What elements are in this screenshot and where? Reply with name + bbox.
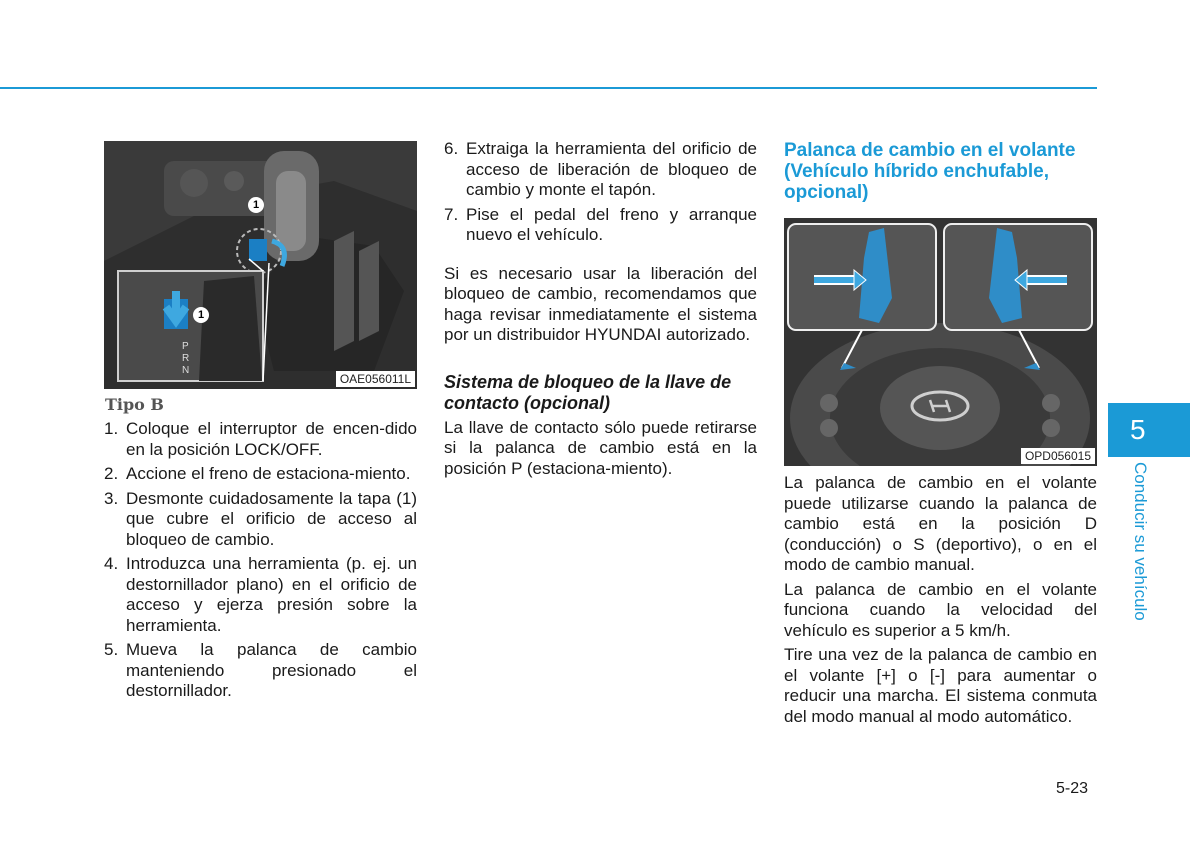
list-item: 2. Accione el freno de estaciona-miento. <box>104 464 411 483</box>
shift-lock-figure <box>104 141 417 389</box>
list-item: 4. Introduzca una herramienta (p. ej. un destornillador plano) en el orificio de acceso y ejerza presión sobre la herramienta. <box>104 554 417 635</box>
middle-column <box>444 139 757 479</box>
left-steps <box>104 419 417 706</box>
middle-steps <box>444 139 757 246</box>
shift-lock-illustration <box>104 141 417 389</box>
chapter-number: 5 <box>1130 414 1146 445</box>
chapter-title: Conducir su vehículo <box>1131 462 1150 621</box>
callout-1-top: 1 <box>248 197 264 213</box>
list-item: 3. Desmonte cuidadosamente la tapa (1) que cubre el orificio de acceso al bloqueo de cambio. <box>104 488 417 549</box>
figure-caption: Tipo B <box>105 395 164 414</box>
list-item: 5. Mueva la palanca de cambio manteniendo presionado el destornillador. <box>104 640 417 700</box>
shift-lock-recommendation: Si es necesario usar la liberación del bloqueo de cambio, recomendamos que haga revisar inmediatamente el sistema por un distribuidor HYUNDAI autorizado. <box>444 263 757 344</box>
page-number: 5-23 <box>1056 780 1089 797</box>
paddle-paragraph-2: La palanca de cambio en el volante funciona cuando la velocidad del vehículo es superior a 5 km/h. <box>784 579 1097 640</box>
list-item: 6. Extraiga la herramienta del orificio de acceso de liberación de bloqueo de cambio y monte el tapón. <box>444 139 757 199</box>
list-item: 7. Pise el pedal del freno y arranque nuevo el vehículo. <box>444 204 757 244</box>
paddle-shifter-figure <box>784 218 1097 466</box>
paddle-paragraph-3: Tire una vez de la palanca de cambio en el volante [+] o [-] para aumentar o reducir una marcha. El sistema conmuta del modo manual al modo automático. <box>784 645 1097 726</box>
key-lock-paragraph: La llave de contacto sólo puede retirarse si la palanca de cambio está en la posición P (estaciona-miento). <box>444 417 757 478</box>
right-heading-block <box>784 140 1097 203</box>
figure-code: OAE056011L <box>336 371 415 387</box>
section-heading-key-lock: Sistema de bloqueo de la llave de contacto (opcional) <box>444 371 732 413</box>
chapter-tab <box>1108 403 1190 457</box>
callout-1-inset: 1 <box>193 307 209 323</box>
paddle-illustration <box>784 218 1097 466</box>
header-rule <box>0 87 1097 89</box>
right-text-block <box>784 473 1097 727</box>
list-item: 1. Coloque el interruptor de encen-dido en la posición LOCK/OFF. <box>104 419 417 459</box>
figure-code: OPD056015 <box>1021 448 1095 464</box>
gear-letters: P R N <box>182 341 190 376</box>
paddle-paragraph-1: La palanca de cambio en el volante puede utilizarse cuando la palanca de cambio está en la posición D (conducción) o S (deportivo), o en el modo de cambio manual. <box>784 473 1097 574</box>
section-heading-paddle: Palanca de cambio en el volante (Vehículo híbrido enchufable, opcional) <box>784 140 1076 203</box>
